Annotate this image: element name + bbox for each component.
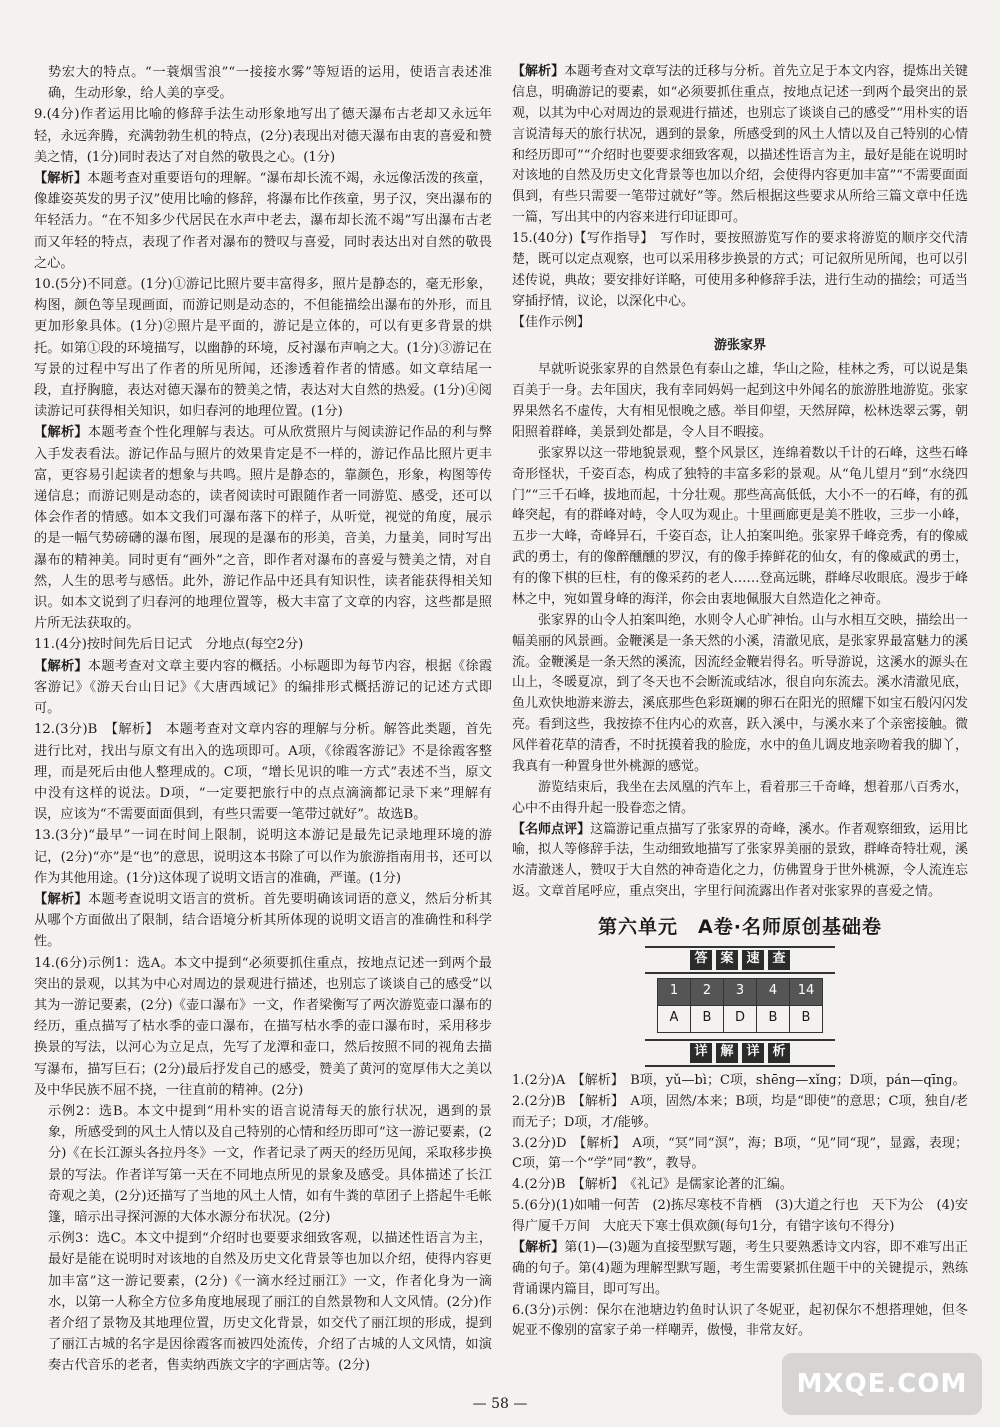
page-number: — 58 —: [472, 1396, 528, 1412]
comment-text: 这篇游记重点描写了张家界的奇峰，溪水。作者观察细致，运用比喻，拟人等修辞手法，生动细致地描写了张家界美丽的景致，群峰奇特壮观，溪水清澈迷人，赞叹于大自然的神奇造化之力，仿佛置身于世外桃源，令人流连忘返。文章首尾呼应，重点突出，字里行间流露出作者对张家界的喜爱之情。: [512, 821, 968, 900]
analysis-tag: 【解析】: [34, 425, 88, 441]
essay-paragraph: 早就听说张家界的自然景色有泰山之雄，华山之险，桂林之秀，可以说是集百美于一身。去年国庆，我有幸同妈妈一起到这中外闻名的旅游胜地游览。张家界果然名不虚传，大有相见恨晚之感。举目仰望，天然屏障，松林迭翠云雾，朝阳照着群峰，美景到处都是，令人目不暇接。: [512, 362, 968, 440]
paragraph-text: 14.(6分)示例1：选A。本文中提到“必须要抓住重点，按地点记述一到两个最突出的景观，以其为中心对周边的景观进行描述，也别忘了谈谈自己的感受”以其为一游记要素，(2分)《壶口瀑布》一文，作者梁衡写了两次游览壶口瀑布的经历，重点描写了枯水季的壶口瀑布，在描写枯水季的壶口瀑布时，采用移步换景的写法，以河心为立足点，先写了龙潭和壶口，然后按照不同的视角去描写瀑布，描写巨石；(2分)最后抒发自己的感受，赞美了黄河的宽厚伟大之美以及中华民族不屈不挠，一往直前的精神。(2分): [34, 955, 492, 1098]
paragraph-text: 本题考查对文章写法的迁移与分析。首先立足于本文内容，提炼出关键信息，明确游记的要素，如“必须要抓住重点，按地点记述一到两个最突出的景观，以其为中心对周边的景观进行描述，也别忘了谈谈自己的感受”“用朴实的语言说清每天的旅行状况，遇到的景象，所感受到的风土人情以及自己特别的心情和经历即可”“介绍时也要要求细致客观，以描述性语言为主，最好是能在说明时对该地的自然及历史文化背景等也加以介绍，会使得内容更加丰富”“不需要面面俱到，有些只需要一笔带过就好”等。然后根据这些要求从所给三篇文章中任选一篇，写出其中的内容来进行印证即可。: [512, 64, 968, 226]
paragraph-text: 9.(4分)作者运用比喻的修辞手法生动形象地写出了德天瀑布古老却又永远年轻，永远奔腾，充满勃勃生机的特点，(2分)表现出对德天瀑布由衷的喜爱和赞美之情，(1分)同时表达了对自然的敬畏之心。(1分): [34, 107, 492, 165]
essay-comment: [512, 820, 968, 904]
answer-paragraph: [34, 634, 492, 655]
paragraph-text: 本题考查个性化理解与表达。可从欣赏照片与阅读游记作品的利与弊入手发表看法。游记作品与照片的效果肯定是不一样的，游记作品比照片更丰富，更容易引起读者的想象与共鸣。照片是静态的，靠颜色，形象，构图等传递信息；而游记则是动态的，读者阅读时可跟随作者一同游览、感受，还可以体会作者的情感。如本文我们可瀑布落下的样子，从听觉，视觉的角度，展示的是一幅气势磅礴的瀑布图，展现的是瀑布的形美，音美，力量美，同时写出瀑布的精神美。同时更有“画外”之音，即作者对瀑布的喜爱与赞美之情，对自然，人生的思考与感悟。此外，游记作品中还具有知识性，读者能获得相关知识。如本文说到了归春河的地理位置等，极大丰富了文章的内容，这些都是照片所无法获取的。: [34, 425, 493, 632]
analysis-tag: 【解析】: [34, 171, 88, 187]
left-column: [34, 62, 492, 1377]
answer-paragraph: [34, 825, 492, 889]
essay-paragraph: 张家界的山令人拍案叫绝，水则令人心旷神怡。山与水相互交映，描绘出一幅美丽的风景画。金鞭溪是一条天然的小溪，清澈见底，是张家界最富魅力的溪流。金鞭溪是一条天然的溪流，因流经金鞭岩得名。听导游说，这溪水的源头在山上，冬暖夏凉，到了冬天也不会断流或结冰，很自向东流去。溪水清澈见底，鱼儿欢快地游来游去，溪底那些色彩斑斓的卵石在阳光的照耀下如宝石般闪闪发亮。看到这些，我按捺不住内心的欢喜，跃入溪中，与溪水来了个亲密接触。微风伴着花草的清香，不时抚摸着我的脸庞，水中的鱼儿调皮地亲吻着我的脚丫，我真有一种置身世外桃源的感觉。: [512, 612, 968, 774]
banner-char: 析: [768, 1043, 790, 1063]
right-top-section: [512, 62, 968, 333]
paragraph-text: 11.(4分)按时间先后日记式 分地点(每空2分): [34, 637, 304, 653]
paragraph-text: 6.(3分)示例：保尔在池塘边钓鱼时认识了冬妮亚，起初保尔不想搭理她，但冬妮亚不像别的富家子弟一样嘲弄，傲慢，非常友好。: [512, 1302, 968, 1339]
model-essay: [512, 336, 968, 903]
banner-char: 答: [690, 950, 712, 970]
analysis-paragraph: [512, 1238, 968, 1301]
paragraph-text: 2.(2分)B 【解析】 A项，固然/本来；B项，均是“即使”的意思；C项，独自/老而无子；D项，才/能够。: [512, 1093, 968, 1130]
essay-body: [512, 360, 968, 819]
paragraph-text: 15.(40分)【写作指导】 写作时，要按照游览写作的要求将游览的顺序交代清楚，既可以定点观察，也可以采用移步换景的方式；可记叙所见所闻，也可以引述传说，典故；要安排好详略，可使用多种修辞手法，进行生动的描绘；可适当穿插抒情，议论，以深化中心。: [512, 231, 968, 309]
paragraph-text: 1.(2分)A 【解析】 B项，yǔ—bì；C项，shēng—xǐng；D项，pán—qīng。: [512, 1072, 966, 1088]
unit-title: 第六单元 A卷·名师原创基础卷: [598, 916, 882, 938]
paragraph-text: 示例3：选C。本文中提到“介绍时也要要求细致客观，以描述性语言为主，最好是能在说明时对该地的自然及历史文化背景等也加以介绍，使得内容更加丰富”这一游记要素，(2分)《一滴水经过丽江》一文，作者化身为一滴水，以第一人称全方位多角度地展现了丽江的自然景物和人文风情。(2分)作者介绍了景物及其地理位置，历史文化背景，如交代了丽江坝的形成，提到了丽江古城的名字是因徐霞客而被四处流传，介绍了古城的人文风情，如演奏古代音乐的老者，售卖纳西族文字的字画店等。(2分): [48, 1231, 492, 1374]
answer-paragraph: [34, 1101, 492, 1228]
answer-cell: A: [658, 1005, 691, 1032]
answer-key-answer-row: [658, 1005, 823, 1032]
analysis-paragraph: [34, 168, 492, 274]
analysis-tag: 【解析】: [512, 1239, 565, 1255]
paragraph-text: 本题考查对文章主要内容的概括。小标题即为每节内容，根据《徐霞客游记》《游天台山日记》《大唐西域记》的编排形式概括游记的记述方式即可。: [34, 658, 493, 717]
right-bottom-section: [512, 1071, 968, 1342]
banner-char: 解: [716, 1043, 738, 1063]
analysis-tag: 【解析】: [512, 64, 565, 79]
answer-paragraph: [34, 953, 492, 1101]
question-number-cell: 2: [691, 978, 724, 1005]
banner-char: 详: [742, 1043, 764, 1063]
paragraph-text: 第(1)—(3)题为直接型默写题，考生只要熟悉诗文内容，即不难写出正确的句子。第(4)题为理解型默写题，考生需要紧抓住题干中的关键提示，熟练背诵课内篇目，即可写出。: [512, 1239, 968, 1297]
answer-key-header-row: [658, 978, 823, 1005]
right-column: [512, 62, 968, 1342]
essay-title: 游张家界: [713, 338, 766, 354]
essay-paragraph: 张家界以这一带地貌景观，整个风景区，连绵着数以千计的石峰，这些石峰奇形怪状，千姿百态，构成了独特的丰富多彩的景观。从“龟儿望月”到“水绕四门”“三千石峰，拔地而起，十分壮观。那些高高低低，大小不一的石峰，有的孤峰突起，有的群峰对峙，令人叹为观止。十里画廊更是美不胜收，三步一小峰，五步一大峰，奇峰异石，千姿百态，让人拍案叫绝。张家界千峰竞秀，有的像威武的勇士，有的像醉醺醺的罗汉，有的像手捧鲜花的仙女，有的像威武的勇士，有的像下棋的巨柱，有的像采药的老人……登高远眺，群峰尽收眼底。漫步于峰林之中，宛如置身峰的海洋，你会由衷地佩服大自然造化之神奇。: [512, 445, 968, 607]
answer-paragraph: [34, 719, 492, 825]
question-number-cell: 1: [658, 978, 691, 1005]
paragraph-text: 本题考查对重要语句的理解。“瀑布却长流不竭，永远像活泼的孩童，像雄姿英发的男子汉”使用比喻的修辞，将瀑布比作孩童，男子汉，突出瀑布的年轻活力。“在不知多少代居民在水声中老去，瀑布却长流不竭”写出瀑布古老而又年轻的特点，表现了作者对瀑布的赞叹与喜爱，同时表达出对自然的敬畏之心。: [34, 171, 492, 271]
paragraph-text: 本题考查说明文语言的赏析。首先要明确该词语的意义，然后分析其从哪个方面做出了限制，结合语境分析其所体现的说明文语言的准确性和科学性。: [34, 891, 493, 950]
question-number-cell: 4: [757, 978, 790, 1005]
answer-cell: D: [724, 1005, 757, 1032]
answer-cell: B: [691, 1005, 724, 1032]
analysis-paragraph: [34, 422, 492, 634]
comment-tag: 【名师点评】: [512, 821, 591, 837]
answer-cell: B: [790, 1005, 823, 1032]
question-number-cell: 3: [724, 978, 757, 1005]
answer-quick-check-banner: [645, 946, 835, 974]
answer-paragraph: [512, 229, 968, 313]
paragraph-text: 5.(6分)(1)如哺一何苦 (2)拣尽寒枝不肯栖 (3)大道之行也 天下为公 (4)安得广厦千万间 大庇天下寒士俱欢颜(每句1分，有错字该句不得分): [512, 1198, 968, 1234]
paragraph-text: 【佳作示例】: [512, 314, 591, 330]
answer-paragraph: [34, 62, 492, 104]
watermark-logo: MXQE.COM: [782, 1353, 982, 1415]
analysis-paragraph: [512, 62, 968, 229]
paragraph-text: 3.(2分)D 【解析】 A项，“冥”同“溟”，海；B项，“见”同“现”，显露，表现；C项，第一个“学”同“教”，教导。: [512, 1135, 968, 1172]
paragraph-text: 12.(3分)B 【解析】 本题考查对文章内容的理解与分析。解答此类题，首先进行比对，找出与原文有出入的选项即可。A项，《徐霞客游记》不是徐霞客整理，而是死后由他人整理成的。C项，“增长见识的唯一方式”表述不当，原文中没有这样的说法。D项，“一定要把旅行中的点点滴滴都记录下来”理解有误，应该为“不需要面面俱到，有些只需要一笔带过就好”。故选B。: [34, 722, 492, 823]
paragraph-text: 示例2：选B。本文中提到“用朴实的语言说清每天的旅行状况，遇到的景象，所感受到的风土人情以及自己特别的心情和经历即可”这一游记要素，(2分)《在长江源头各拉丹冬》一文，作者记录了两天的经历见闻，采取移步换景的写法。作者详写第一天在不同地点所见的景象及感受。具体描述了长江奇观之美，(2分)还描写了当地的风土人情，如有牛粪的草团子上搭起牛毛帐篷，暗示出寻探河源的大体水源分布状况。(2分): [48, 1103, 492, 1225]
answer-key-table: [657, 978, 823, 1033]
detailed-explanation-banner: [645, 1039, 835, 1067]
paragraph-text: 10.(5分)不同意。(1分)①游记比照片要丰富得多，照片是静态的，毫无形象，构图，颜色等呈现画面，而游记则是动态的，不但能描绘出瀑布的外形，而且更加形象具体。(1分)②照片是平面的，游记是立体的，可以有更多背景的烘托。如第①段的环境描写，以幽静的环境，反衬瀑布声响之大。(1分)③游记在写景的过程中写出了作者的所见所闻，还渗透着作者的情感。如文章结尾一段，直抒胸臆，表达对德天瀑布的赞美之情，表达对大自然的热爱。(1分)④阅读游记可获得相关知识，如归春河的地理位置。(1分): [34, 277, 492, 420]
analysis-paragraph: [34, 656, 492, 720]
answer-paragraph: [34, 274, 492, 422]
analysis-tag: 【解析】: [34, 891, 88, 907]
answer-cell: B: [757, 1005, 790, 1032]
answer-paragraph: [512, 1071, 968, 1092]
answer-paragraph: [34, 104, 492, 168]
paragraph-text: 13.(3分)“最早”一词在时间上限制，说明这本游记是最先记录地理环境的游记，(2分)“亦”是“也”的意思，说明这本书除了可以作为旅游指南用书，还可以作为其他用途。(1分)这体现了说明文语言的准确，严谨。(1分): [34, 828, 492, 886]
analysis-paragraph: [34, 889, 492, 953]
essay-paragraph: 游览结束后，我坐在去凤凰的汽车上，看着那三千奇峰，想着那八百秀水，心中不由得升起一股眷恋之情。: [512, 779, 968, 816]
answer-paragraph: [512, 1092, 968, 1134]
banner-char: 速: [742, 950, 764, 970]
banner-char: 查: [768, 950, 790, 970]
answer-paragraph: [34, 1228, 492, 1376]
answer-paragraph: [512, 313, 968, 334]
paragraph-text: 4.(2分)B 【解析】 《礼记》是儒家论著的汇编。: [512, 1177, 793, 1193]
analysis-tag: 【解析】: [34, 658, 88, 674]
banner-char: 详: [690, 1043, 712, 1063]
answer-paragraph: [512, 1134, 968, 1176]
answer-paragraph: [512, 1301, 968, 1343]
question-number-cell: 14: [790, 978, 823, 1005]
answer-paragraph: [512, 1196, 968, 1238]
answer-paragraph: [512, 1175, 968, 1196]
banner-char: 案: [716, 950, 738, 970]
paragraph-text: 势宏大的特点。“一蓑烟雪浪”“一接接水雾”等短语的运用，使语言表述准确，生动形象，给人美的享受。: [48, 65, 492, 102]
